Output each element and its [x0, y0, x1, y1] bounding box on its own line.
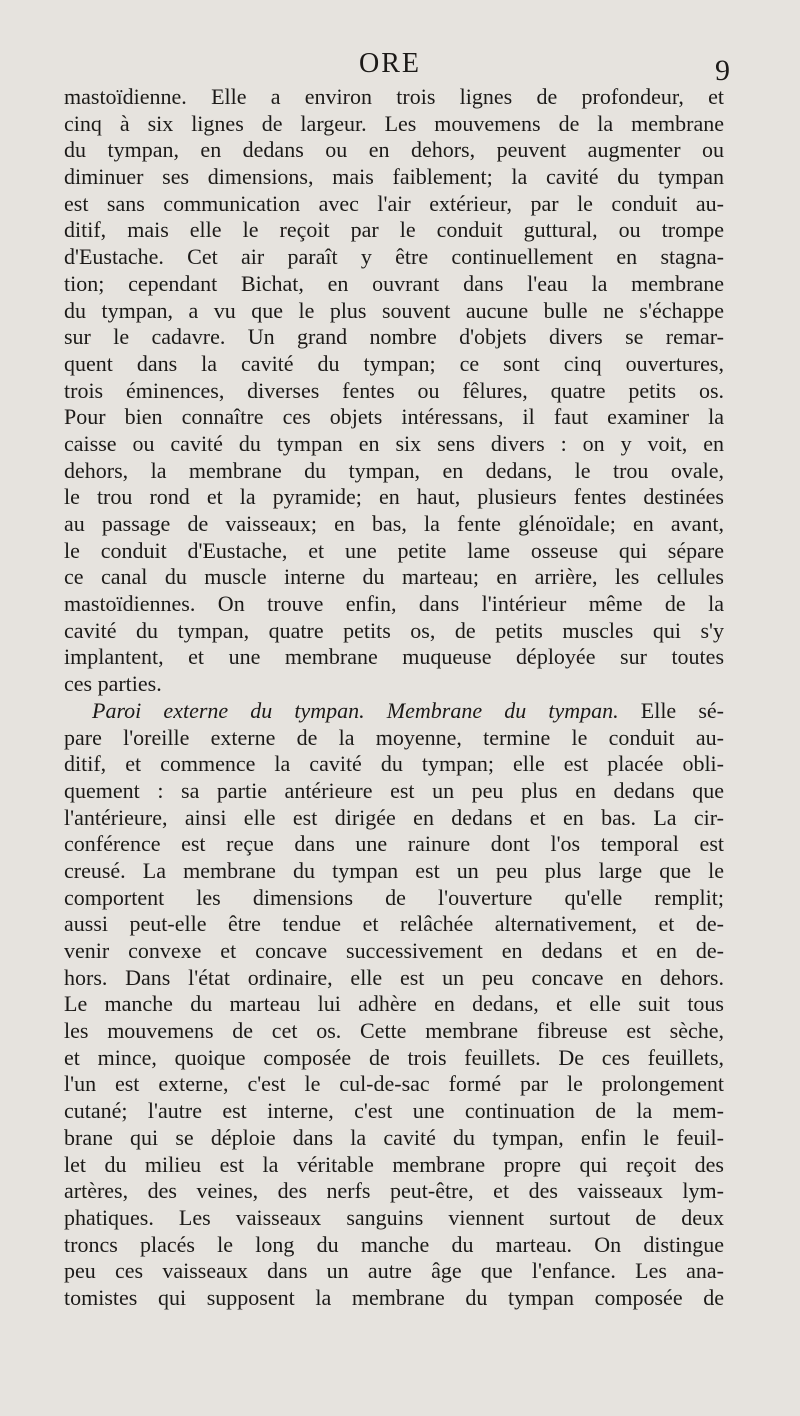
paragraph: [64, 84, 724, 698]
text-line: pare l'oreille externe de la moyenne, termine le conduit au-: [64, 724, 724, 750]
text-line: mastoïdienne. Elle a environ trois lignes de profondeur, et: [64, 84, 724, 109]
text-line: cutané; l'autre est interne, c'est une continuation de la mem-: [64, 1098, 724, 1124]
text-line: [64, 698, 724, 725]
text-line: Pour bien connaître ces objets intéressans, il faut examiner la: [64, 404, 724, 430]
text-line: implantent, et une membrane muqueuse déployée sur toutes: [64, 644, 724, 670]
running-head: [0, 48, 800, 88]
text-line: diminuer ses dimensions, mais faiblement; la cavité du tympan: [64, 164, 724, 190]
text-line: tomistes qui supposent la membrane du tympan composée de: [64, 1284, 724, 1310]
text-line: le trou rond et la pyramide; en haut, plusieurs fentes destinées: [64, 484, 724, 510]
text-line: dehors, la membrane du tympan, en dedans, le trou ovale,: [64, 457, 724, 483]
body-text: [64, 84, 724, 1312]
text-line: let du milieu est la véritable membrane propre qui reçoit des: [64, 1151, 724, 1177]
text-line: phatiques. Les vaisseaux sanguins viennent surtout de deux: [64, 1204, 724, 1230]
text-line: peu ces vaisseaux dans un autre âge que l'enfance. Les ana-: [64, 1258, 724, 1284]
text-line: cavité du tympan, quatre petits os, de petits muscles qui s'y: [64, 617, 724, 643]
text-line: quement : sa partie antérieure est un peu plus en dedans que: [64, 777, 724, 803]
text-line: ditif, mais elle le reçoit par le conduit guttural, ou trompe: [64, 217, 724, 243]
text-line: artères, des veines, des nerfs peut-être, et des vaisseaux lym-: [64, 1178, 724, 1204]
text-line: sur le cadavre. Un grand nombre d'objets divers se remar-: [64, 324, 724, 350]
text-line: mastoïdiennes. On trouve enfin, dans l'intérieur même de la: [64, 591, 724, 617]
text-line: cinq à six lignes de largeur. Les mouvemens de la membrane: [64, 110, 724, 136]
text-line: ce canal du muscle interne du marteau; en arrière, les cellules: [64, 564, 724, 590]
text-line: du tympan, en dedans ou en dehors, peuvent augmenter ou: [64, 137, 724, 163]
heading-continuation: Elle sé-: [618, 697, 724, 723]
text-line: conférence est reçue dans une rainure dont l'os temporal est: [64, 831, 724, 857]
text-line: troncs placés le long du manche du marteau. On distingue: [64, 1231, 724, 1257]
text-line: au passage de vaisseaux; en bas, la fente glénoïdale; en avant,: [64, 511, 724, 536]
text-line: du tympan, a vu que le plus souvent aucune bulle ne s'échappe: [64, 297, 724, 323]
section-heading: Paroi externe du tympan. Membrane du tympan.: [92, 697, 619, 723]
text-line: et mince, quoique composée de trois feuillets. De ces feuillets,: [64, 1044, 724, 1070]
text-line: Le manche du marteau lui adhère en dedans, et elle suit tous: [64, 991, 724, 1017]
text-line: caisse ou cavité du tympan en six sens divers : on y voit, en: [64, 430, 724, 456]
page-number: 9: [715, 54, 730, 87]
text-line: brane qui se déploie dans la cavité du tympan, enfin le feuil-: [64, 1124, 724, 1150]
text-line: venir convexe et concave successivement en dedans et en de-: [64, 938, 724, 963]
text-line: aussi peut-elle être tendue et relâchée alternativement, et de-: [64, 911, 724, 937]
text-line: ditif, et commence la cavité du tympan; elle est placée obli-: [64, 751, 724, 777]
text-line: les mouvemens de cet os. Cette membrane fibreuse est sèche,: [64, 1018, 724, 1044]
text-line: l'un est externe, c'est le cul-de-sac formé par le prolongement: [64, 1071, 724, 1097]
text-line: trois éminences, diverses fentes ou fêlures, quatre petits os.: [64, 377, 724, 403]
text-line: quent dans la cavité du tympan; ce sont cinq ouvertures,: [64, 350, 724, 376]
text-line: d'Eustache. Cet air paraît y être continuellement en stagna-: [64, 244, 724, 270]
text-line: hors. Dans l'état ordinaire, elle est un peu concave en dehors.: [64, 964, 724, 990]
paragraph: [64, 698, 724, 1312]
text-line: comportent les dimensions de l'ouverture qu'elle remplit;: [64, 884, 724, 910]
text-line: le conduit d'Eustache, et une petite lame osseuse qui sépare: [64, 537, 724, 563]
text-line: l'antérieure, ainsi elle est dirigée en dedans et en bas. La cir-: [64, 804, 724, 830]
text-line: tion; cependant Bichat, en ouvrant dans l'eau la membrane: [64, 270, 724, 296]
text-line: creusé. La membrane du tympan est un peu plus large que le: [64, 857, 724, 883]
running-title: ORE: [359, 48, 421, 79]
text-line: ces parties.: [64, 671, 162, 697]
text-line: est sans communication avec l'air extérieur, par le conduit au-: [64, 190, 724, 216]
